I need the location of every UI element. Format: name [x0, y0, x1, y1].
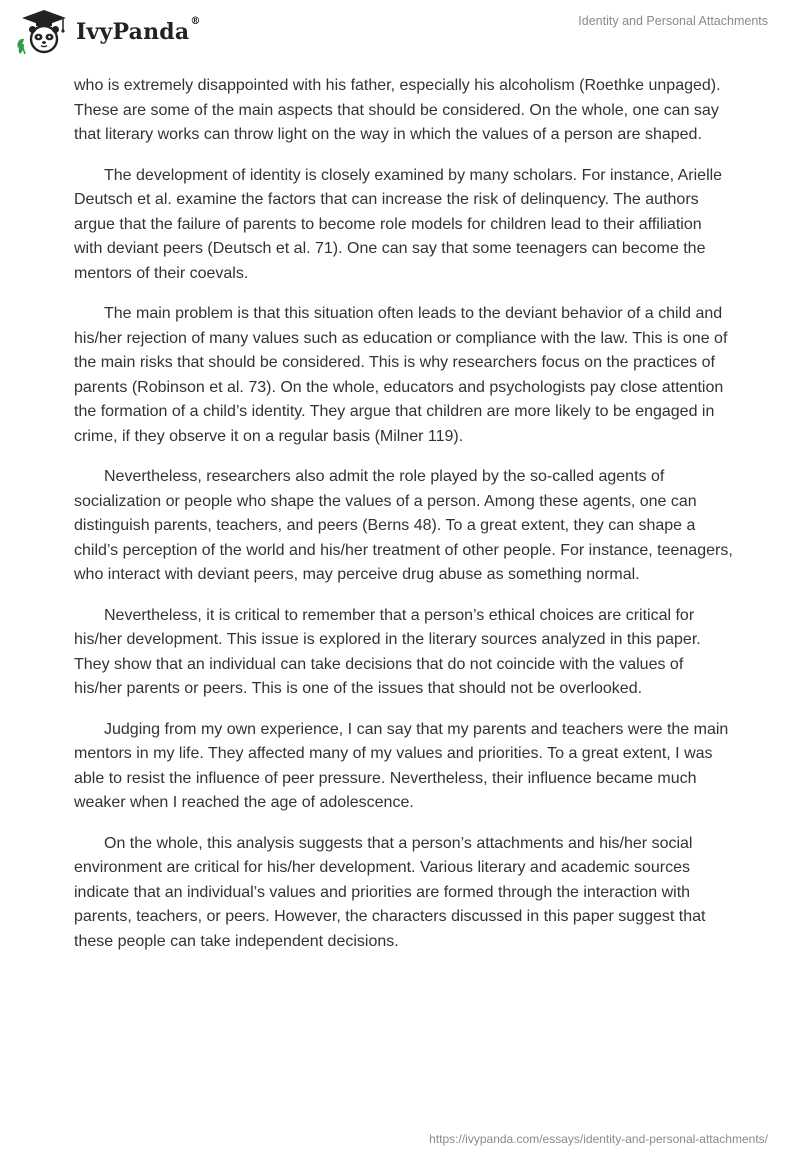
paragraph: Nevertheless, researchers also admit the role played by the so-called agents of socialization or people who shape the values of a person. Among these agents, one can distinguish parents, teachers, and peers (Berns 48). To a great extent, they can shape a child’s perception of the world and his/her treatment of other people. For instance, teenagers, who interact with deviant peers, may perceive drug abuse as something normal.	[74, 468, 733, 583]
paragraph: Nevertheless, it is critical to remember that a person’s ethical choices are critical for his/her development. This issue is explored in the literary sources analyzed in this paper. They show that an individual can take decisions that do not coincide with the values of his/her parents or peers. This is one of the issues that should not be overlooked.	[74, 606, 701, 697]
essay-body	[74, 74, 734, 970]
logo-text: IvyPanda®	[76, 16, 201, 45]
registered-mark: ®	[190, 16, 201, 27]
paragraph: Judging from my own experience, I can say that my parents and teachers were the main mentors in my life. They affected many of my values and priorities. To a great extent, I was able to resist the influence of peer pressure. Nevertheless, their influence became much weaker when I reached the age of adolescence.	[74, 720, 729, 811]
document-title: Identity and Personal Attachments	[578, 14, 768, 28]
logo[interactable]	[14, 8, 201, 56]
paragraph: On the whole, this analysis suggests that a person’s attachments and his/her social environment are critical for his/her development. Various literary and academic sources indicate that an individual’s values and priorities are formed through the interaction with parents, teachers, or peers. However, the characters discussed in this paper suggest that these people can take independent decisions.	[74, 834, 706, 950]
paragraph: The main problem is that this situation often leads to the deviant behavior of a child and his/her rejection of many values such as education or compliance with the law. This is one of the main risks that should be considered. This is why researchers focus on the practices of parents (Robinson et al. 73). On the whole, educators and psychologists pay close attention the formation of a child’s identity. They argue that children are more likely to be engaged in crime, if they observe it on a regular basis (Milner 119).	[74, 305, 728, 445]
page-header	[0, 0, 800, 70]
panda-graduate-icon	[14, 8, 74, 56]
paragraph: The development of identity is closely examined by many scholars. For instance, Arielle Deutsch et al. examine the factors that can increase the risk of delinquency. The authors argue that the failure of parents to become role models for children lead to their affiliation with deviant peers (Deutsch et al. 71). One can say that some teenagers can become the mentors of their coevals.	[74, 166, 723, 282]
source-url[interactable]: https://ivypanda.com/essays/identity-and-personal-attachments/	[429, 1132, 768, 1146]
paragraph: who is extremely disappointed with his father, especially his alcoholism (Roethke unpaged). These are some of the main aspects that should be considered. On the whole, one can say that literary works can throw light on the way in which the values of a person are shaped.	[74, 77, 721, 143]
